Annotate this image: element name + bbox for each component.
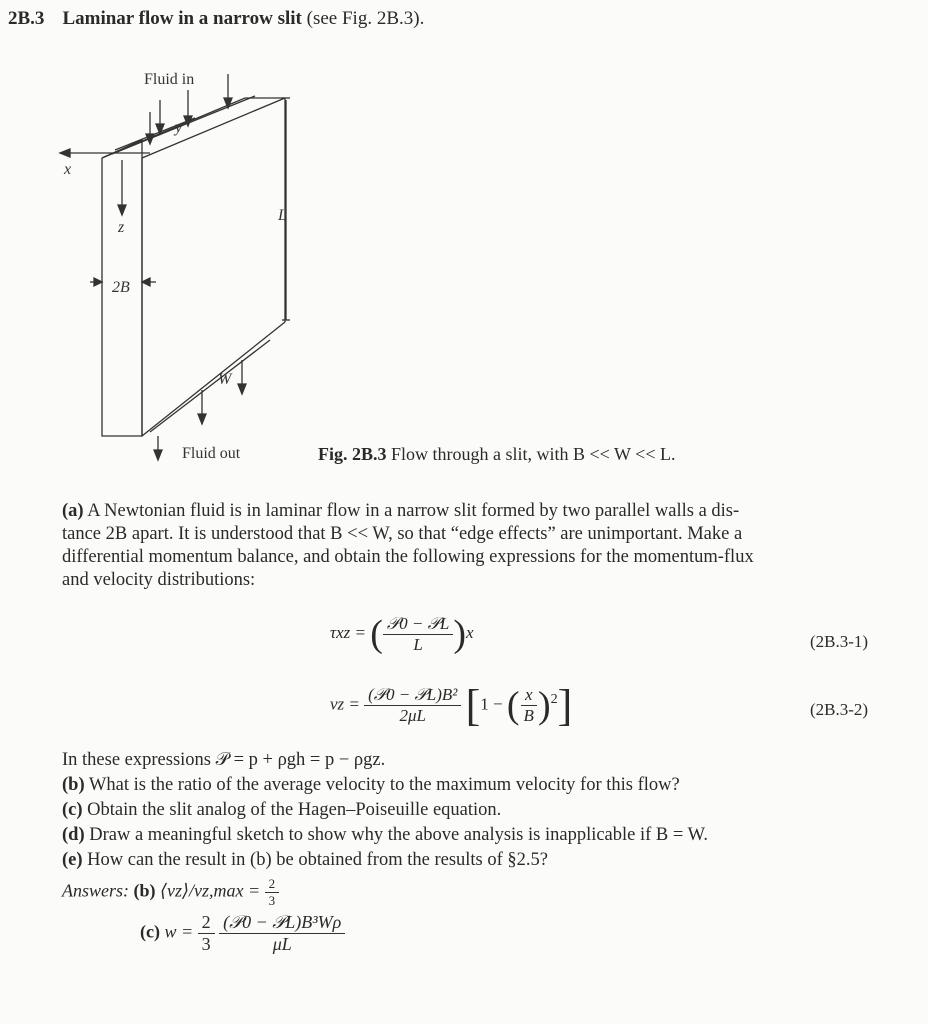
answer-c-num: (𝒫0 − 𝒫L)B³Wρ [219,912,345,934]
y-axis-label: y [175,119,183,136]
expressions-note: In these expressions 𝒫 = p + ρgh = p − ρgz. [62,750,386,770]
answer-c-coef-den: 3 [201,934,211,954]
fluid-in-label: Fluid in [144,71,195,88]
part-a-line2: tance 2B apart. It is understood that B << W, so that “edge effects” are unimportant. Make a [62,524,743,544]
problem-number: 2B.3 [8,8,45,29]
answer-b-text: ⟨vz⟩/vz,max = [160,880,261,901]
2B-label: 2B [112,279,130,296]
question-text: How can the result in (b) be obtained from the results of §2.5? [87,850,549,870]
eq2-inner: 1 − [480,694,503,714]
part-a-line3: differential momentum balance, and obtain the following expressions for the momentum-flux [62,547,754,567]
question-c [62,798,708,823]
question-text: What is the ratio of the average velocity to the maximum velocity for this flow? [88,775,680,795]
problem-title-suffix: (see Fig. 2B.3). [306,8,425,29]
question-text: Draw a meaningful sketch to show why the above analysis is inapplicable if B = W. [89,825,708,845]
problem-heading: Laminar flow in a narrow slit [62,8,302,29]
x-axis-label: x [64,161,72,178]
figure-caption [318,444,675,465]
eq1-tail: x [465,622,474,642]
question-label: (d) [62,825,85,845]
slab-bottom-edge [142,322,285,436]
equation-2: vz = $\frac{\text{(𝒫0 − 𝒫L)B²}}{2\mu L}$ [1 − ( $\frac{x}{B}$ )$^2$] [330,681,573,730]
caption-text: Flow through a slit, with B << W << L. [391,444,676,464]
answer-b-num: 2 [265,876,280,893]
answer-c-den: μL [272,934,292,954]
eq2-x-den: B [523,706,534,725]
caption-label: Fig. 2B.3 [318,444,387,464]
part-a-paragraph [62,500,882,592]
equation-1: τxz = ( $\frac{\text{𝒫0 − 𝒫L}}{L}$ )x [330,613,474,655]
question-label: (e) [62,850,83,870]
answer-b-label: (b) [133,880,156,901]
questions-block [62,748,708,873]
answer-b-den: 3 [268,893,276,908]
question-label: (b) [62,775,85,795]
eq1-denominator: L [413,634,423,654]
fluid-out-label: Fluid out [182,445,241,462]
part-a-label: (a) [62,501,84,521]
part-a-line1: A Newtonian fluid is in laminar flow in a narrow slit formed by two parallel walls a dis- [87,501,740,521]
answer-c-line [140,912,345,955]
problem-title [8,8,424,30]
question-text: Obtain the slit analog of the Hagen–Poiseuille equation. [87,800,502,820]
eq2-x-num: x [521,685,537,706]
question-e [62,848,708,873]
question-label: (c) [62,800,83,820]
eq2-lhs: vz = [330,694,360,714]
question-b [62,773,708,798]
W-label: W [218,371,232,388]
answers-heading: Answers: [62,880,129,901]
part-a-line4: and velocity distributions: [62,570,256,590]
slit-figure [50,60,330,480]
eq2-denominator: 2μL [399,706,427,725]
slit-diagram [50,60,330,480]
eq1-lhs: τxz = [330,622,366,642]
eq2-number: (2B.3-2) [810,700,869,719]
answer-c-coef-num: 2 [198,912,215,934]
answers-line [62,876,279,909]
z-axis-label: z [118,219,125,236]
slab-top-face [102,98,285,158]
question-d [62,823,708,848]
L-label: L [278,207,287,224]
answer-c-label: (c) [140,921,160,942]
eq2-numerator: (𝒫0 − 𝒫L)B² [364,685,461,706]
eq1-numerator: 𝒫0 − 𝒫L [383,614,453,635]
eq1-number: (2B.3-1) [810,632,869,651]
answer-c-lhs: w = [164,921,194,942]
